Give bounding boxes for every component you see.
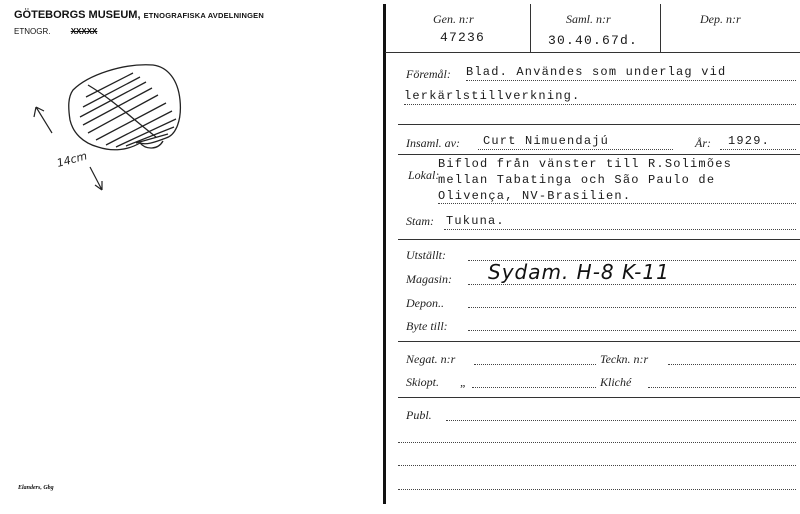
depon-dots [468,307,796,308]
depon-label: Depon.. [406,296,444,310]
etnogr-line [14,27,97,36]
top-row-sep-2 [660,4,661,52]
lokal-line3: Olivença, NV-Brasilien. [438,189,632,203]
magasin-label: Magasin: [406,272,452,286]
printer-imprint: Elanders, Gbg [18,485,54,491]
stam-dots [444,229,796,230]
foremal-line1: Blad. Användes som underlag vid [466,65,727,79]
ar-label: År: [695,136,711,150]
foremal-line2: lerkärlstillverkning. [404,89,581,103]
teckn-label: Teckn. n:r [600,352,649,366]
magasin-dots [468,284,796,285]
publ-dots-3 [398,465,796,466]
card-divider [383,4,386,504]
publ-dots-1 [446,420,796,421]
arrow-down-right [90,167,102,190]
rule-5 [398,341,800,342]
utstallt-label: Utställt: [406,248,447,262]
foremal-dots-2 [404,104,796,105]
foremal-label: Föremål: [406,67,451,81]
top-row-sep-1 [530,4,531,52]
dep-label: Dep. n:r [700,12,741,26]
leaf-sketch [28,55,203,200]
skiopt-mark: „ [460,375,467,389]
kliche-label: Kliché [600,375,632,389]
lokal-label: Lokal: [408,168,440,182]
lokal-line2: mellan Tabatinga och São Paulo de [438,173,716,187]
leaf-midrib [88,85,156,137]
rule-top [385,52,800,53]
foremal-dots-1 [466,80,796,81]
publ-dots-4 [398,489,796,490]
rule-3 [398,154,800,155]
publ-dots-2 [398,442,796,443]
gen-value: 47236 [440,30,486,45]
publ-label: Publ. [406,408,432,422]
skiopt-label: Skiopt. [406,375,439,389]
saml-value: 30.40.67d. [548,33,639,48]
etnogr-label: ETNOGR. [14,27,51,36]
stam-value: Tukuna. [446,214,505,228]
stam-label: Stam: [406,214,434,228]
byte-label: Byte till: [406,319,448,333]
department-name: ETNOGRAFISKA AVDELNINGEN [143,11,264,20]
gen-label: Gen. n:r [433,12,474,26]
size-note: 14cm [55,149,89,170]
skiopt-dots [472,387,596,388]
lokal-dots [438,203,796,204]
magasin-value: Sydam. H-8 K-11 [488,260,670,284]
arrow-up-left [34,107,52,133]
rule-6 [398,397,800,398]
byte-dots [468,330,796,331]
museum-name: GÖTEBORGS MUSEUM, [14,9,141,21]
negat-dots [474,364,596,365]
insaml-dots [478,149,673,150]
ar-dots [720,149,796,150]
rule-2 [398,124,800,125]
ar-value: 1929. [728,134,771,148]
saml-label: Saml. n:r [566,12,611,26]
teckn-dots [668,364,796,365]
rule-4 [398,239,800,240]
etnogr-struck-text: XXXXX [70,27,98,36]
museum-header [14,9,264,21]
negat-label: Negat. n:r [406,352,456,366]
kliche-dots [648,387,796,388]
lokal-line1: Biflod från vänster till R.Solimões [438,157,733,171]
insaml-label: Insaml. av: [406,136,460,150]
insaml-value: Curt Nimuendajú [483,134,610,148]
